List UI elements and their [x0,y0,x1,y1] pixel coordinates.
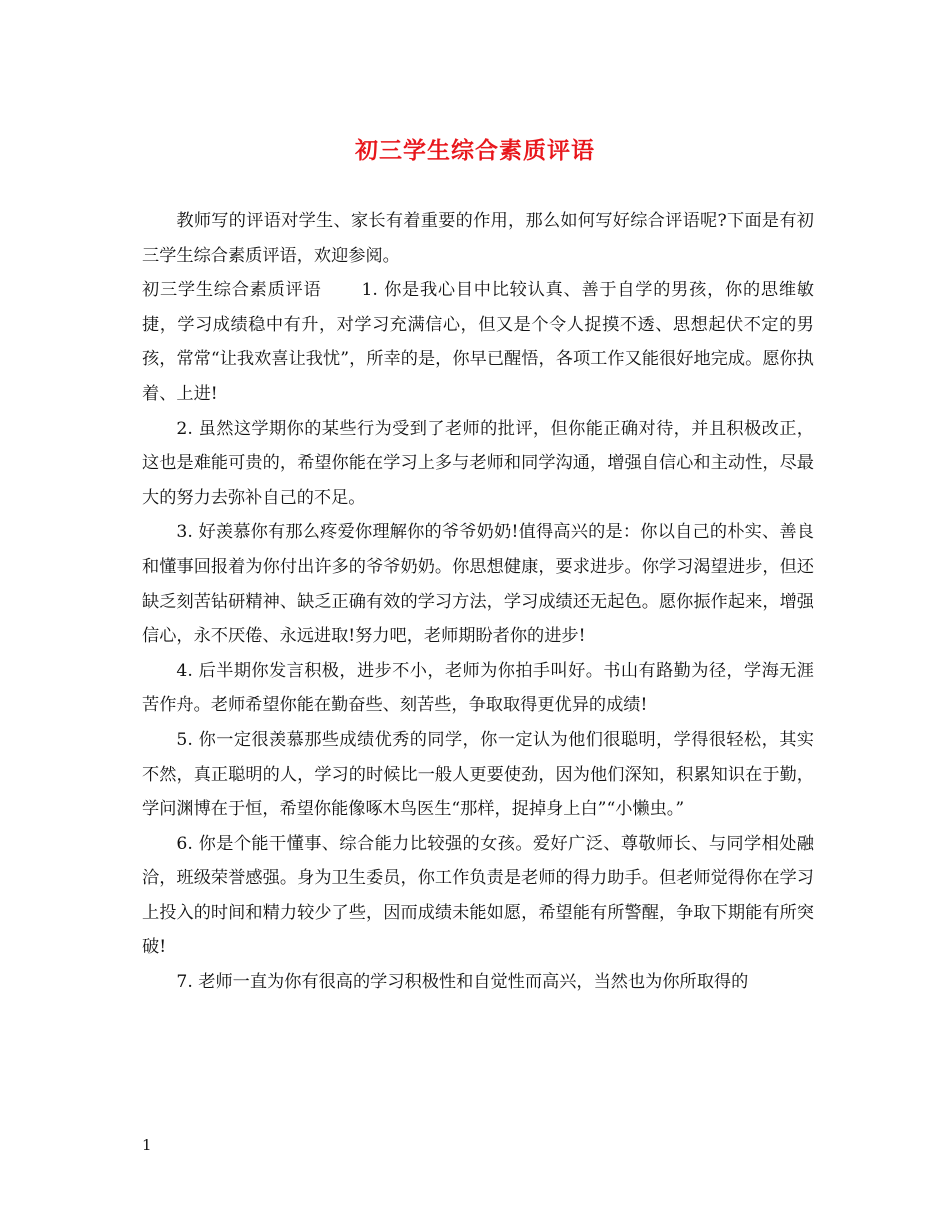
comment-item-4: 4. 后半期你发言积极，进步不小，老师为你拍手叫好。书山有路勤为径，学海无涯苦作舟。老师希望你能在勤奋些、刻苦些，争取取得更优异的成绩! [142,660,814,716]
comment-item-6: 6. 你是个能干懂事、综合能力比较强的女孩。爱好广泛、尊敬师长、与同学相处融洽，班级荣誉感强。身为卫生委员，你工作负责是老师的得力助手。但老师觉得你在学习上投入的时间和精力较少了些，因而成绩未能如愿，希望能有所警醒，争取下期能有所突破! [142,833,814,958]
comment-item-2: 2. 虽然这学期你的某些行为受到了老师的批评，但你能正确对待，并且积极改正，这也是难能可贵的，希望你能在学习上多与老师和同学沟通，增强自信心和主动性，尽最大的努力去弥补自己的不足。 [142,418,814,508]
document-title: 初三学生综合素质评语 [355,137,595,164]
comment-item-5: 5. 你一定很羡慕那些成绩优秀的同学，你一定认为他们很聪明，学得很轻松，其实不然，真正聪明的人，学习的时候比一般人更要使劲，因为他们深知，积累知识在于勤，学问渊博在于恒，希望你能像啄木鸟医生“那样，捉掉身上白”“小懒虫。” [142,729,814,820]
intro-paragraph: 教师写的评语对学生、家长有着重要的作用，那么如何写好综合评语呢?下面是有初三学生综合素质评语，欢迎参阅。 [142,211,814,266]
document-body [142,204,814,1000]
comment-item-7: 7. 老师一直为你有很高的学习积极性和自觉性而高兴，当然也为你所取得的 [176,972,749,993]
comment-item-1: 1. 你是我心目中比较认真、善于自学的男孩，你的思维敏捷，学习成绩稳中有升，对学习充满信心，但又是个令人捉摸不透、思想起伏不定的男孩，常常“让我欢喜让我忧”，所幸的是，你早已醒悟，各项工作又能很好地完成。愿你执着、上进! [142,280,814,404]
first-comment-paragraph [142,273,814,411]
page-number: 1 [142,1136,152,1154]
comment-item-3: 3. 好羡慕你有那么疼爱你理解你的爷爷奶奶!值得高兴的是：你以自己的朴实、善良和懂事回报着为你付出许多的爷爷奶奶。你思想健康，要求进步。你学习渴望进步，但还缺乏刻苦钻研精神、缺乏正确有效的学习方法，学习成绩还无起色。愿你振作起来，增强信心，永不厌倦、永远进取!努力吧，老师期盼者你的进步! [142,522,814,647]
section-label: 初三学生综合素质评语 [142,280,322,301]
